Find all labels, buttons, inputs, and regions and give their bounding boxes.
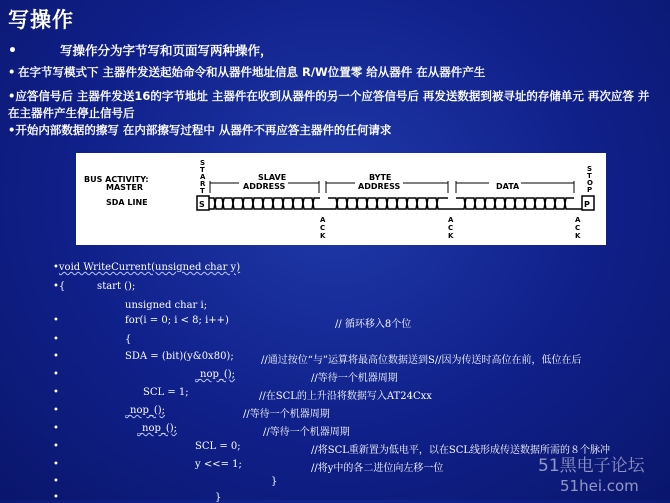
slave-address-label: SLAVE ADDRESS (243, 173, 287, 191)
svg-text:A: A (320, 216, 326, 224)
comment-4: //在SCL的上升沿将数据写入AT24Cxx (259, 391, 432, 402)
bullet-2 (8, 64, 485, 81)
svg-text:A: A (575, 216, 581, 224)
comment-8: //将y中的各二进位向左移一位 (311, 463, 444, 474)
svg-text:T: T (200, 187, 205, 195)
bullet-3 (8, 88, 653, 122)
bullet-marker: • (8, 43, 17, 59)
comment-5: //等待一个机器周期 (243, 409, 330, 420)
watermark-url: 51hei.com (560, 477, 639, 495)
svg-text:A: A (200, 173, 206, 181)
code-bullet: • (53, 405, 59, 416)
svg-text:K: K (448, 232, 454, 240)
byte-address-label: BYTE ADDRESS (358, 173, 401, 191)
bullet-4 (8, 122, 391, 139)
svg-text:C: C (575, 224, 581, 232)
bullet-text: 写操作分为字节写和页面写两种操作， (60, 43, 273, 58)
comment-7: //将SCL重新置为低电平，以在SCL线形成传送数据所需的８个脉冲 (311, 445, 611, 456)
code-bullet: • (53, 315, 59, 326)
start-label (200, 159, 206, 195)
comment-2: //通过按位“与”运算将最高位数据送到S//因为传送时高位在前，低位在后 (261, 355, 582, 366)
svg-text:A: A (448, 216, 454, 224)
data-label: DATA (496, 182, 520, 191)
bullet-marker: • (8, 89, 16, 103)
bullet-text: 在字节写模式下 主器件发送起始命令和从器件地址信息 R/W位置零 给从器件 在从器件产生 (18, 65, 486, 79)
code-line-13: } (271, 476, 278, 487)
ack-label-3 (575, 216, 581, 240)
svg-text:C: C (320, 224, 326, 232)
code-line-6: SDA = (bit)(y&0x80); (125, 351, 234, 362)
bus-activity-label: BUS ACTIVITY: (84, 175, 149, 184)
bullet-1 (8, 42, 273, 60)
bullet-marker: • (8, 123, 16, 137)
sda-waveform (197, 196, 594, 210)
ack-label-2 (448, 216, 454, 240)
svg-text:R: R (200, 180, 206, 188)
svg-text:P: P (587, 186, 593, 194)
bullet-text: 开始内部数据的擦写 在内部擦写过程中 从器件不再应答主器件的任何请求 (15, 123, 392, 137)
comment-3: //等待一个机器周期 (311, 373, 398, 384)
byte-write-timing-diagram (76, 153, 606, 245)
svg-text:T: T (587, 172, 592, 180)
code-bullet: • (53, 369, 59, 380)
stop-label (587, 165, 593, 194)
slide-title: 写操作 (8, 8, 74, 32)
code-bullet: • (53, 459, 59, 470)
code-bullet: • (53, 351, 59, 362)
code-line-1: •void WriteCurrent(unsigned char y) (53, 262, 241, 273)
svg-text:K: K (575, 232, 581, 240)
comment-6: //等待一个机器周期 (263, 427, 350, 438)
code-bullet: • (53, 423, 59, 434)
svg-text:K: K (320, 232, 326, 240)
p-marker: P (584, 200, 590, 209)
svg-text:S: S (587, 165, 593, 173)
code-line-12: y <<= 1; (195, 459, 242, 470)
ack-label-1 (320, 216, 326, 240)
bullet-marker: • (8, 65, 16, 79)
master-label: MASTER (106, 183, 143, 192)
code-line-11: SCL = 0; (195, 441, 241, 452)
svg-text:O: O (587, 179, 593, 187)
comment-1: // 循环移入8个位 (335, 319, 412, 330)
code-line-10: _nop_(); (137, 423, 178, 434)
svg-text:S: S (200, 159, 206, 167)
code-line-5: { (125, 334, 132, 345)
s-marker: S (199, 200, 205, 209)
code-bullet: • (53, 492, 59, 503)
code-line-14: } (215, 492, 222, 503)
code-line-8: SCL = 1; (143, 387, 189, 398)
code-line-3: unsigned char i; (125, 300, 208, 311)
code-bullet: • (53, 334, 59, 345)
svg-text:T: T (200, 166, 205, 174)
bullet-text: 应答信号后 主器件发送16的字节地址 主器件在收到从器件的另一个应答信号后 再发送数据到被寻址的存储单元 再次应答 并在主器件产生停止信号后 (8, 89, 650, 120)
code-bullet: • (53, 387, 59, 398)
code-line-9: _nop_(); (125, 405, 166, 416)
code-line-7: _nop_(); (195, 369, 236, 380)
timing-diagram-svg (76, 153, 606, 245)
sda-line-label: SDA LINE (106, 198, 148, 207)
code-line-4: for(i = 0; i < 8; i++) (125, 315, 229, 326)
svg-text:C: C (448, 224, 454, 232)
code-bullet: • (53, 441, 59, 452)
code-bullet: • (53, 476, 59, 487)
code-line-2: •{ start (); (53, 281, 136, 292)
watermark-forum: 51黑电子论坛 (538, 456, 645, 476)
